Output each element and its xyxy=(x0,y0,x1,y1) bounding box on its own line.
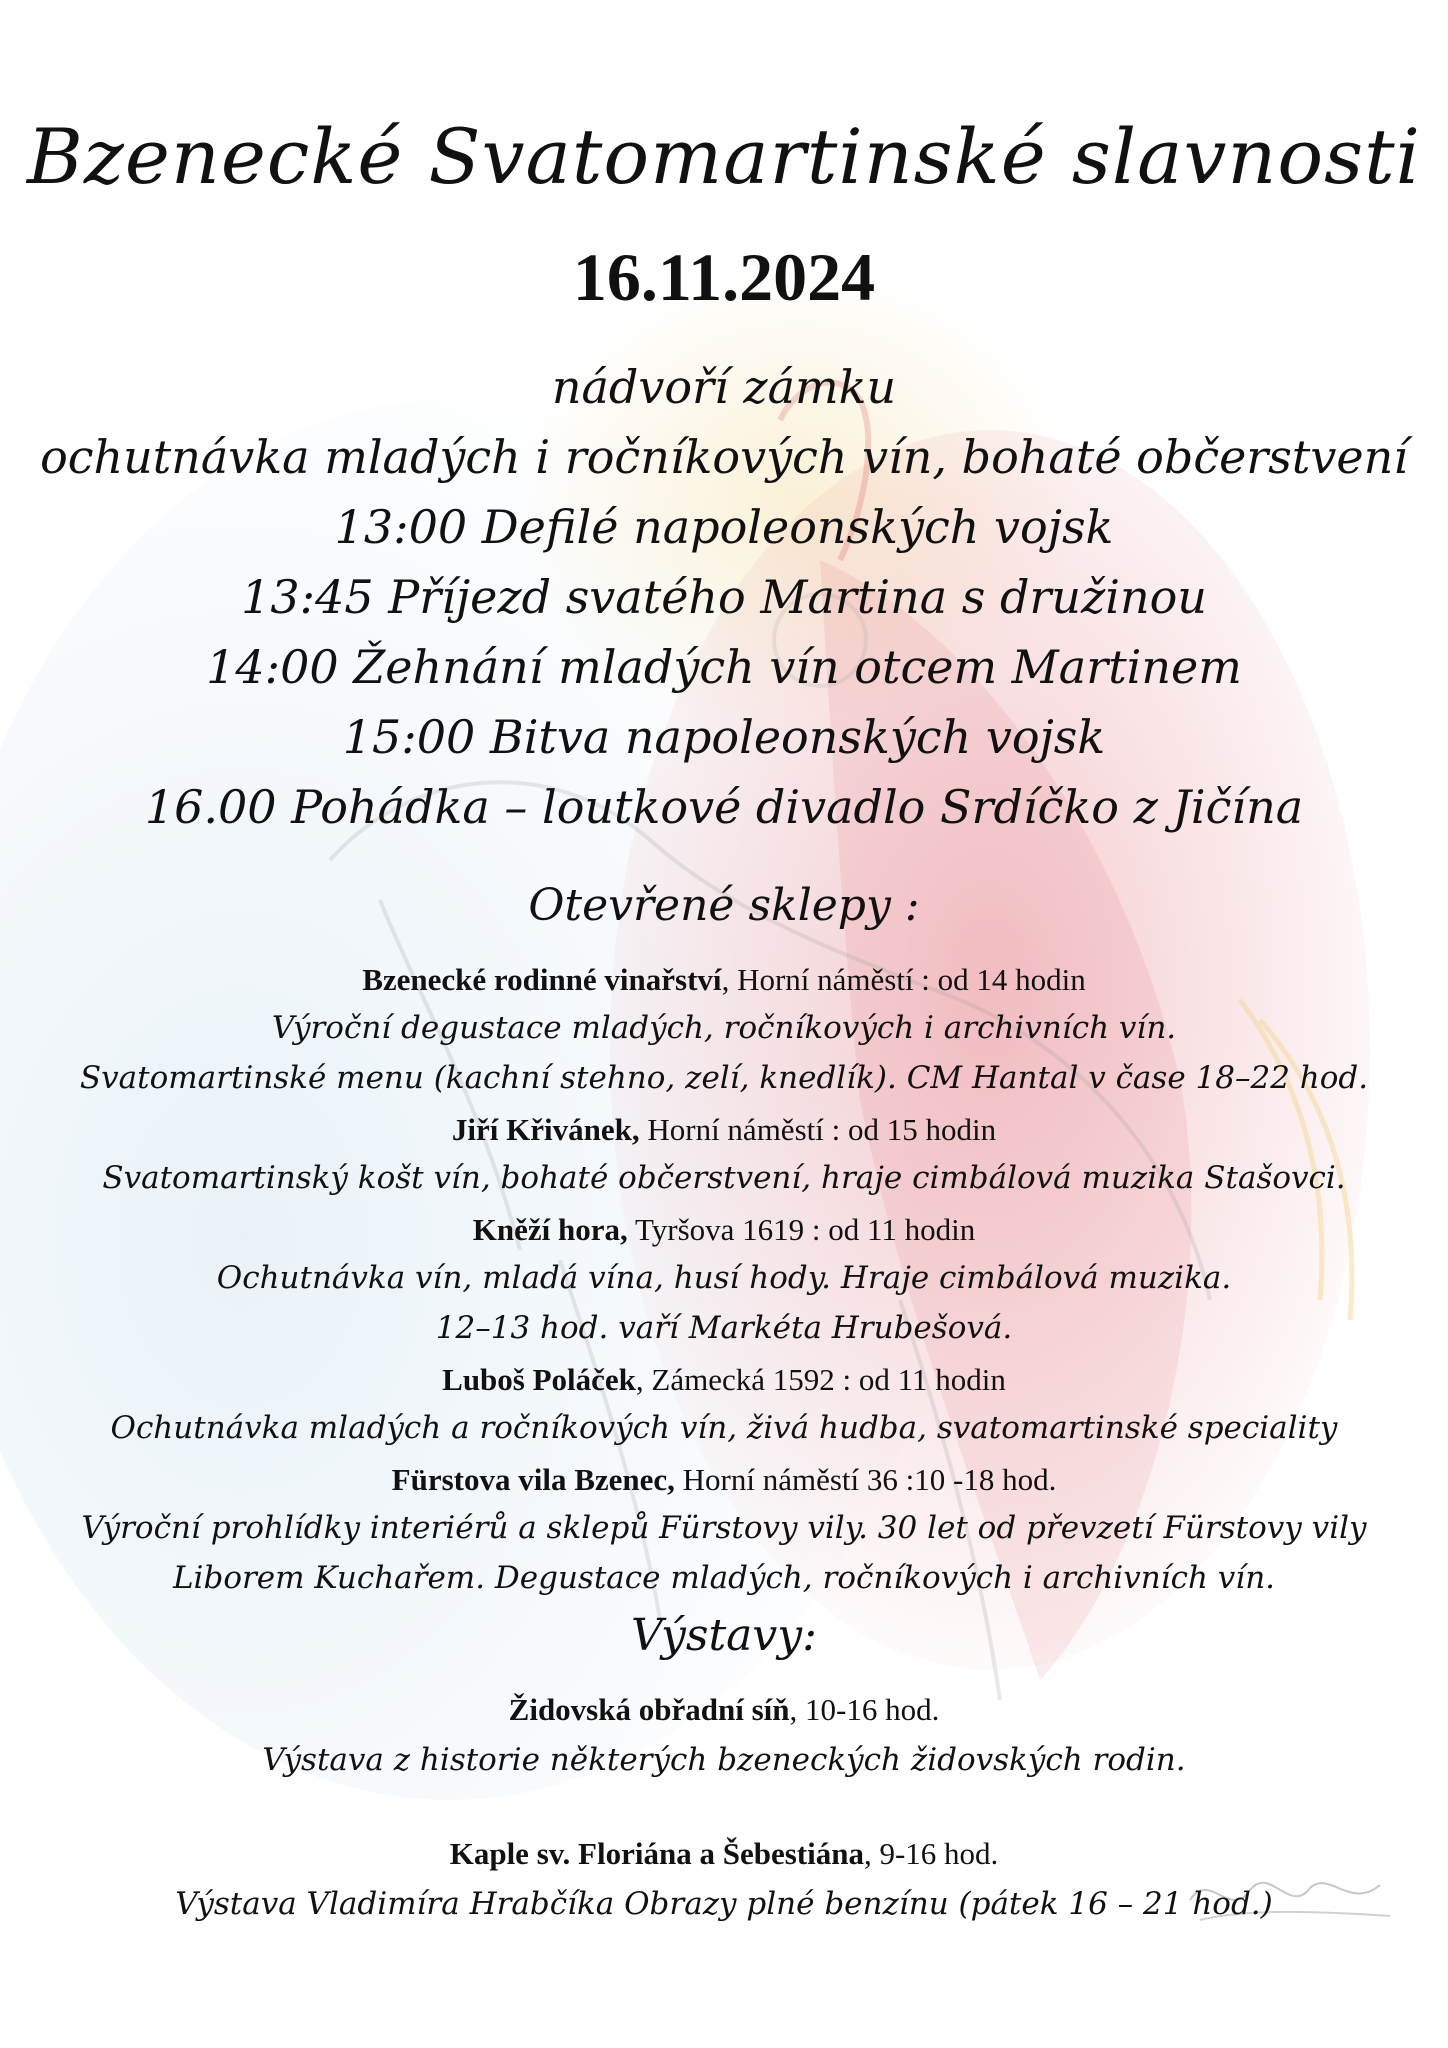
cellar-detail: Horní náměstí 36 :10 -18 hod. xyxy=(674,1462,1057,1497)
cellar-description: Výroční prohlídky interiérů a sklepů Fürstovy vily. 30 let od převzetí Fürstovy vily xyxy=(81,1510,1367,1546)
program-item: 16.00 Pohádka – loutkové divadlo Srdíčko z Jičína xyxy=(144,780,1304,834)
cellars-heading: Otevřené sklepy : xyxy=(528,880,920,931)
exhibition-entry-header xyxy=(0,1692,1448,1728)
cellar-detail: , Horní náměstí : od 14 hodin xyxy=(721,962,1086,997)
cellar-entry-header xyxy=(0,1212,1448,1248)
page-title: Bzenecké Svatomartinské slavnosti xyxy=(27,112,1421,201)
cellar-description: Výroční degustace mladých, ročníkových i archivních vín. xyxy=(271,1010,1177,1046)
cellar-entry-header xyxy=(0,1112,1448,1148)
cellar-description: 12–13 hod. vaří Markéta Hrubešová. xyxy=(435,1310,1013,1346)
exhibition-name: Židovská obřadní síň xyxy=(508,1692,790,1727)
cellar-detail: Horní náměstí : od 15 hodin xyxy=(639,1112,997,1147)
cellar-entry-header xyxy=(0,962,1448,998)
cellar-detail: Tyršova 1619 : od 11 hodin xyxy=(627,1212,976,1247)
cellar-detail: , Zámecká 1592 : od 11 hodin xyxy=(635,1362,1006,1397)
program-item: 13:45 Příjezd svatého Martina s družinou xyxy=(241,570,1207,624)
cellar-name: Fürstova vila Bzenec, xyxy=(391,1462,675,1497)
cellar-name: Jiří Křivánek, xyxy=(451,1112,640,1147)
exhibitions-heading: Výstavy: xyxy=(631,1610,817,1661)
tasting-line: ochutnávka mladých i ročníkových vín, bohaté občerstvení xyxy=(40,430,1408,484)
exhibition-detail: , 9-16 hod. xyxy=(863,1836,999,1871)
exhibition-description: Výstava Vladimíra Hrabčíka Obrazy plné benzínu (pátek 16 – 21 hod.) xyxy=(175,1886,1273,1922)
event-date: 16.11.2024 xyxy=(572,239,876,315)
exhibition-name: Kaple sv. Floriána a Šebestiána xyxy=(449,1836,864,1871)
program-item: 13:00 Defilé napoleonských vojsk xyxy=(334,500,1114,554)
exhibition-detail: , 10-16 hod. xyxy=(789,1692,940,1727)
exhibition-entry-header xyxy=(0,1836,1448,1872)
cellar-description: Svatomartinské menu (kachní stehno, zelí, knedlík). CM Hantal v čase 18–22 hod. xyxy=(79,1060,1369,1096)
program-item: 15:00 Bitva napoleonských vojsk xyxy=(342,710,1106,764)
venue-line: nádvoří zámku xyxy=(551,360,897,414)
cellar-entry-header xyxy=(0,1462,1448,1498)
cellar-entry-header xyxy=(0,1362,1448,1398)
cellar-description: Ochutnávka vín, mladá vína, husí hody. Hraje cimbálová muzika. xyxy=(216,1260,1232,1296)
cellar-description: Liborem Kuchařem. Degustace mladých, ročníkových i archivních vín. xyxy=(172,1560,1276,1596)
cellar-description: Svatomartinský košt vín, bohaté občerstvení, hraje cimbálová muzika Stašovci. xyxy=(102,1160,1346,1196)
program-item: 14:00 Žehnání mladých vín otcem Martinem xyxy=(206,640,1242,694)
cellar-name: Bzenecké rodinné vinařství xyxy=(362,962,722,997)
cellar-description: Ochutnávka mladých a ročníkových vín, živá hudba, svatomartinské speciality xyxy=(110,1410,1338,1446)
cellar-name: Kněží hora, xyxy=(472,1212,628,1247)
exhibition-description: Výstava z historie některých bzeneckých židovských rodin. xyxy=(262,1742,1186,1778)
cellar-name: Luboš Poláček xyxy=(442,1362,636,1397)
